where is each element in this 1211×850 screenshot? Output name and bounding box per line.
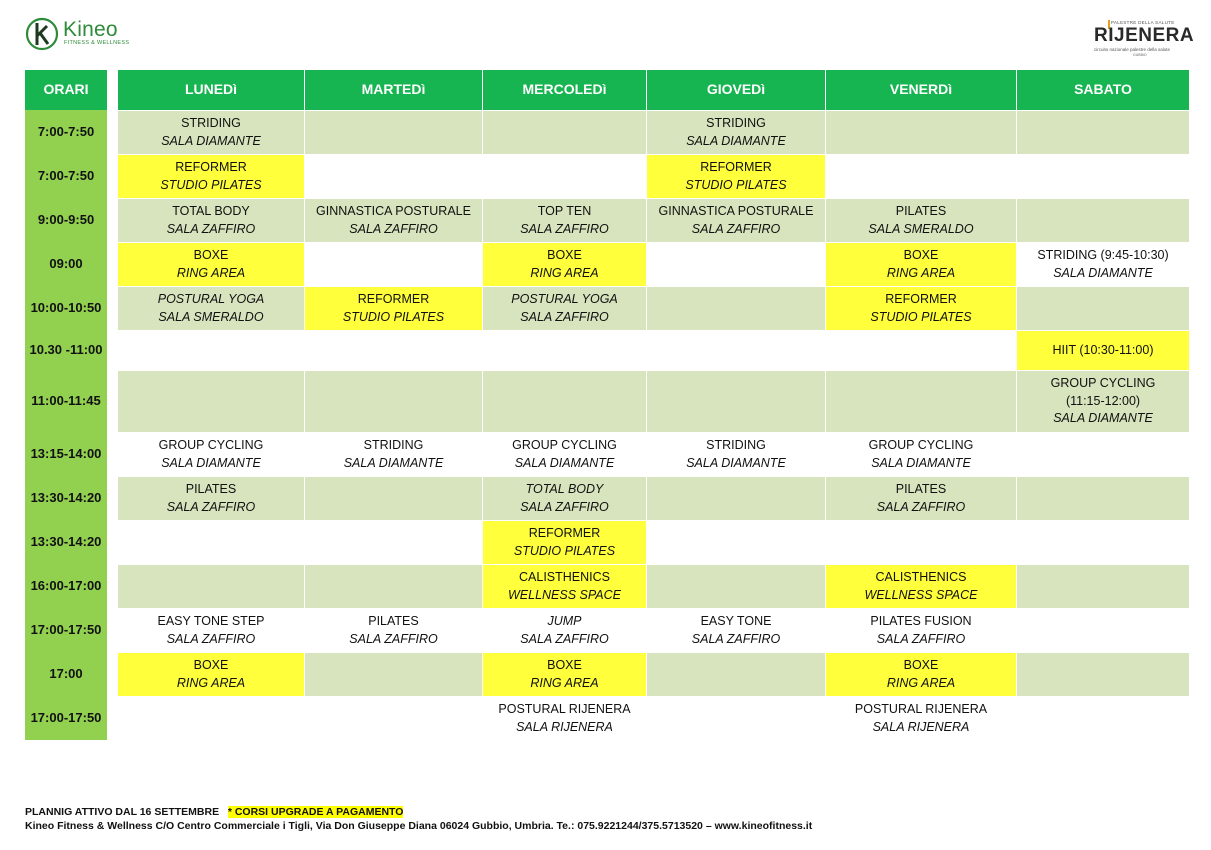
class-cell <box>825 242 1016 286</box>
header-day: GIOVEDì <box>646 70 825 110</box>
class-room: SALA DIAMANTE <box>1053 411 1153 426</box>
header-day: LUNEDì <box>118 70 304 110</box>
kineo-k-icon <box>25 16 61 52</box>
schedule-row <box>25 242 1189 286</box>
schedule-row <box>25 652 1189 696</box>
footer <box>25 805 812 833</box>
header-day: SABATO <box>1016 70 1189 110</box>
class-cell <box>118 652 304 696</box>
class-cell <box>118 520 304 564</box>
row-gap <box>107 476 118 520</box>
class-cell <box>825 608 1016 652</box>
rijenera-city: GUBBIO <box>1133 53 1147 57</box>
class-cell <box>482 370 646 432</box>
class-cell <box>304 520 482 564</box>
class-name: STRIDING <box>706 116 766 130</box>
schedule-row <box>25 476 1189 520</box>
class-cell <box>118 198 304 242</box>
class-name: GROUP CYCLING <box>158 438 264 452</box>
row-gap <box>107 242 118 286</box>
class-room: SALA DIAMANTE <box>161 133 261 148</box>
class-cell <box>1016 432 1189 476</box>
schedule-row <box>25 330 1189 370</box>
class-cell <box>646 608 825 652</box>
rijenera-subtitle: circuito nazionale palestre della salute <box>1094 47 1171 52</box>
row-gap <box>107 154 118 198</box>
class-name: STRIDING <box>706 438 766 452</box>
class-cell <box>482 652 646 696</box>
class-cell <box>825 696 1016 740</box>
schedule-row <box>25 198 1189 242</box>
schedule-row <box>25 286 1189 330</box>
class-name: CALISTHENICS <box>875 570 967 584</box>
header-day: MARTEDì <box>304 70 482 110</box>
class-room: STUDIO PILATES <box>685 177 787 192</box>
class-room: SALA DIAMANTE <box>514 455 615 470</box>
class-cell <box>646 286 825 330</box>
class-cell <box>646 154 825 198</box>
class-cell <box>304 370 482 432</box>
rijenera-logo <box>1085 14 1195 58</box>
class-room: RING AREA <box>886 265 956 280</box>
class-room: STUDIO PILATES <box>870 309 972 324</box>
row-gap <box>107 370 118 432</box>
class-cell <box>1016 370 1189 432</box>
class-cell <box>482 432 646 476</box>
class-cell <box>646 520 825 564</box>
class-cell <box>118 154 304 198</box>
class-cell <box>304 652 482 696</box>
class-room: SALA DIAMANTE <box>871 455 971 470</box>
class-cell <box>646 476 825 520</box>
class-cell <box>1016 198 1189 242</box>
class-room: WELLNESS SPACE <box>864 587 978 602</box>
class-room: RING AREA <box>530 675 599 690</box>
class-name: GROUP CYCLING <box>868 438 974 452</box>
class-cell <box>304 154 482 198</box>
header-day: VENERDì <box>825 70 1016 110</box>
class-cell <box>482 330 646 370</box>
class-cell <box>646 652 825 696</box>
class-name: TOTAL BODY <box>172 204 250 218</box>
class-room: SALA ZAFFIRO <box>520 631 609 646</box>
schedule-row <box>25 564 1189 608</box>
schedule-row <box>25 370 1189 432</box>
class-cell <box>1016 520 1189 564</box>
class-name: PILATES <box>895 482 947 496</box>
class-room: STUDIO PILATES <box>342 309 445 324</box>
class-name: REFORMER <box>700 160 772 174</box>
class-cell <box>1016 330 1189 370</box>
time-slot: 9:00-9:50 <box>25 198 107 242</box>
class-cell <box>482 286 646 330</box>
class-name: EASY TONE <box>700 614 772 628</box>
class-name: POSTURAL RIJENERA <box>854 702 988 716</box>
schedule-row <box>25 520 1189 564</box>
class-time-note: (11:15-12:00) <box>1065 393 1141 408</box>
class-room: SALA ZAFFIRO <box>876 631 966 646</box>
rijenera-top-text: PALESTRE DELLA SALUTE <box>1111 20 1175 25</box>
upgrade-note: * CORSI UPGRADE A PAGAMENTO <box>227 806 404 818</box>
class-cell <box>825 476 1016 520</box>
class-room: SALA ZAFFIRO <box>166 221 256 236</box>
plan-note: PLANNIG ATTIVO DAL 16 SETTEMBRE <box>25 806 220 818</box>
class-cell <box>646 370 825 432</box>
class-cell <box>825 564 1016 608</box>
rijenera-name: RIJENERA <box>1094 25 1195 46</box>
class-cell <box>825 370 1016 432</box>
class-room: SALA ZAFFIRO <box>520 221 609 236</box>
class-cell <box>118 564 304 608</box>
class-name: BOXE <box>903 658 939 672</box>
header-row <box>25 70 1189 110</box>
time-slot: 7:00-7:50 <box>25 154 107 198</box>
class-cell <box>1016 286 1189 330</box>
class-room: SALA ZAFFIRO <box>349 631 438 646</box>
class-cell <box>646 330 825 370</box>
time-slot: 7:00-7:50 <box>25 110 107 154</box>
class-cell <box>482 110 646 154</box>
row-gap <box>107 520 118 564</box>
class-cell <box>646 696 825 740</box>
class-room: SALA DIAMANTE <box>1053 265 1153 280</box>
class-name: POSTURAL YOGA <box>157 292 265 306</box>
class-name: REFORMER <box>175 160 247 174</box>
time-slot: 13:15-14:00 <box>25 432 107 476</box>
class-room: SALA ZAFFIRO <box>349 221 438 236</box>
class-cell <box>118 696 304 740</box>
class-cell <box>482 608 646 652</box>
class-cell <box>1016 564 1189 608</box>
class-cell <box>1016 242 1189 286</box>
class-cell <box>482 696 646 740</box>
class-cell <box>646 198 825 242</box>
class-room: SALA ZAFFIRO <box>166 499 256 514</box>
class-name: TOP TEN <box>537 204 592 218</box>
class-cell <box>304 564 482 608</box>
class-cell <box>118 370 304 432</box>
time-slot: 11:00-11:45 <box>25 370 107 432</box>
time-slot: 10.30 -11:00 <box>25 330 107 370</box>
class-name: PILATES FUSION <box>870 614 972 628</box>
class-cell <box>304 286 482 330</box>
class-room: SALA RIJENERA <box>872 719 970 734</box>
class-room: SALA ZAFFIRO <box>166 631 256 646</box>
row-gap <box>107 564 118 608</box>
class-room: SALA SMERALDO <box>868 221 974 236</box>
class-name: GINNASTICA POSTURALE <box>316 204 471 218</box>
class-name: HIIT (10:30-11:00) <box>1052 342 1154 357</box>
class-name: GINNASTICA POSTURALE <box>658 204 814 218</box>
class-name: GROUP CYCLING <box>512 438 617 452</box>
class-cell <box>482 154 646 198</box>
class-room: SALA ZAFFIRO <box>691 631 781 646</box>
class-cell <box>482 520 646 564</box>
time-slot: 10:00-10:50 <box>25 286 107 330</box>
class-room: RING AREA <box>176 265 246 280</box>
class-cell <box>118 330 304 370</box>
class-name: BOXE <box>193 248 229 262</box>
class-name: POSTURAL YOGA <box>511 292 618 306</box>
class-cell <box>646 564 825 608</box>
class-room: WELLNESS SPACE <box>507 587 621 602</box>
class-name: CALISTHENICS <box>519 570 610 584</box>
class-cell <box>304 110 482 154</box>
class-room: SALA SMERALDO <box>158 309 264 324</box>
class-cell <box>1016 652 1189 696</box>
class-cell <box>118 476 304 520</box>
schedule-table <box>25 70 1189 740</box>
class-cell <box>646 432 825 476</box>
row-gap <box>107 198 118 242</box>
class-name: REFORMER <box>357 292 430 306</box>
class-room: RING AREA <box>176 675 246 690</box>
class-room: SALA RIJENERA <box>516 719 613 734</box>
class-cell <box>118 608 304 652</box>
class-name: REFORMER <box>885 292 957 306</box>
kineo-name: Kineo <box>63 18 118 41</box>
class-cell <box>482 198 646 242</box>
class-cell <box>825 330 1016 370</box>
time-slot: 17:00-17:50 <box>25 696 107 740</box>
class-cell <box>482 242 646 286</box>
row-gap <box>107 696 118 740</box>
class-name: STRIDING <box>181 116 241 130</box>
class-room: SALA DIAMANTE <box>686 133 786 148</box>
header-gap <box>107 70 118 110</box>
kineo-tagline: FITNESS & WELLNESS <box>64 40 130 46</box>
class-name: STRIDING <box>363 438 424 452</box>
time-slot: 09:00 <box>25 242 107 286</box>
class-cell <box>304 198 482 242</box>
row-gap <box>107 110 118 154</box>
class-cell <box>304 696 482 740</box>
class-cell <box>825 286 1016 330</box>
class-cell <box>118 242 304 286</box>
class-room: RING AREA <box>886 675 956 690</box>
class-cell <box>825 198 1016 242</box>
class-room: SALA DIAMANTE <box>343 455 444 470</box>
class-room: SALA ZAFFIRO <box>876 499 966 514</box>
class-cell <box>1016 696 1189 740</box>
class-cell <box>825 154 1016 198</box>
schedule-row <box>25 432 1189 476</box>
time-slot: 17:00 <box>25 652 107 696</box>
class-cell <box>482 476 646 520</box>
class-room: STUDIO PILATES <box>513 543 616 558</box>
schedule-row <box>25 154 1189 198</box>
class-room: SALA ZAFFIRO <box>520 499 609 514</box>
class-room: SALA DIAMANTE <box>161 455 261 470</box>
class-cell <box>1016 154 1189 198</box>
time-slot: 17:00-17:50 <box>25 608 107 652</box>
class-cell <box>304 608 482 652</box>
footer-notes-line <box>25 805 812 819</box>
footer-address: Kineo Fitness & Wellness C/O Centro Commerciale i Tigli, Via Don Giuseppe Diana 06024 Gubbio, Umbria. Te.: 075.9221244/375.5713520 – www.kineofitness.it <box>25 820 813 832</box>
class-cell <box>646 110 825 154</box>
class-name: REFORMER <box>528 526 601 540</box>
class-cell <box>825 520 1016 564</box>
time-slot: 13:30-14:20 <box>25 476 107 520</box>
row-gap <box>107 432 118 476</box>
class-name: POSTURAL RIJENERA <box>498 702 631 716</box>
class-cell <box>482 564 646 608</box>
header-day: MERCOLEDì <box>482 70 646 110</box>
time-slot: 16:00-17:00 <box>25 564 107 608</box>
time-slot: 13:30-14:20 <box>25 520 107 564</box>
class-room: SALA ZAFFIRO <box>691 221 781 236</box>
class-name: BOXE <box>547 248 582 262</box>
class-cell <box>1016 608 1189 652</box>
class-cell <box>646 242 825 286</box>
row-gap <box>107 608 118 652</box>
class-cell <box>1016 476 1189 520</box>
class-cell <box>1016 110 1189 154</box>
class-room: SALA ZAFFIRO <box>520 309 609 324</box>
row-gap <box>107 286 118 330</box>
class-name: BOXE <box>193 658 229 672</box>
schedule-row <box>25 696 1189 740</box>
class-cell <box>304 242 482 286</box>
class-name: EASY TONE STEP <box>157 614 265 628</box>
row-gap <box>107 652 118 696</box>
class-name: TOTAL BODY <box>525 482 604 496</box>
class-cell <box>304 476 482 520</box>
kineo-logo <box>25 16 135 52</box>
header-orari: ORARI <box>25 70 107 110</box>
class-name: BOXE <box>903 248 939 262</box>
class-name: PILATES <box>368 614 419 628</box>
class-cell <box>825 652 1016 696</box>
class-room: STUDIO PILATES <box>160 177 262 192</box>
class-cell <box>825 432 1016 476</box>
class-name: JUMP <box>547 614 582 628</box>
class-name: GROUP CYCLING <box>1050 376 1156 391</box>
class-room: SALA DIAMANTE <box>686 455 786 470</box>
class-cell <box>118 286 304 330</box>
class-name: PILATES <box>185 482 237 496</box>
row-gap <box>107 330 118 370</box>
class-cell <box>304 432 482 476</box>
class-name: STRIDING (9:45-10:30) <box>1037 248 1169 262</box>
class-room: RING AREA <box>530 265 599 280</box>
class-name: PILATES <box>895 204 947 218</box>
class-name: BOXE <box>547 658 582 672</box>
class-cell <box>118 110 304 154</box>
schedule-row <box>25 608 1189 652</box>
schedule-row <box>25 110 1189 154</box>
class-cell <box>118 432 304 476</box>
class-cell <box>304 330 482 370</box>
class-cell <box>825 110 1016 154</box>
